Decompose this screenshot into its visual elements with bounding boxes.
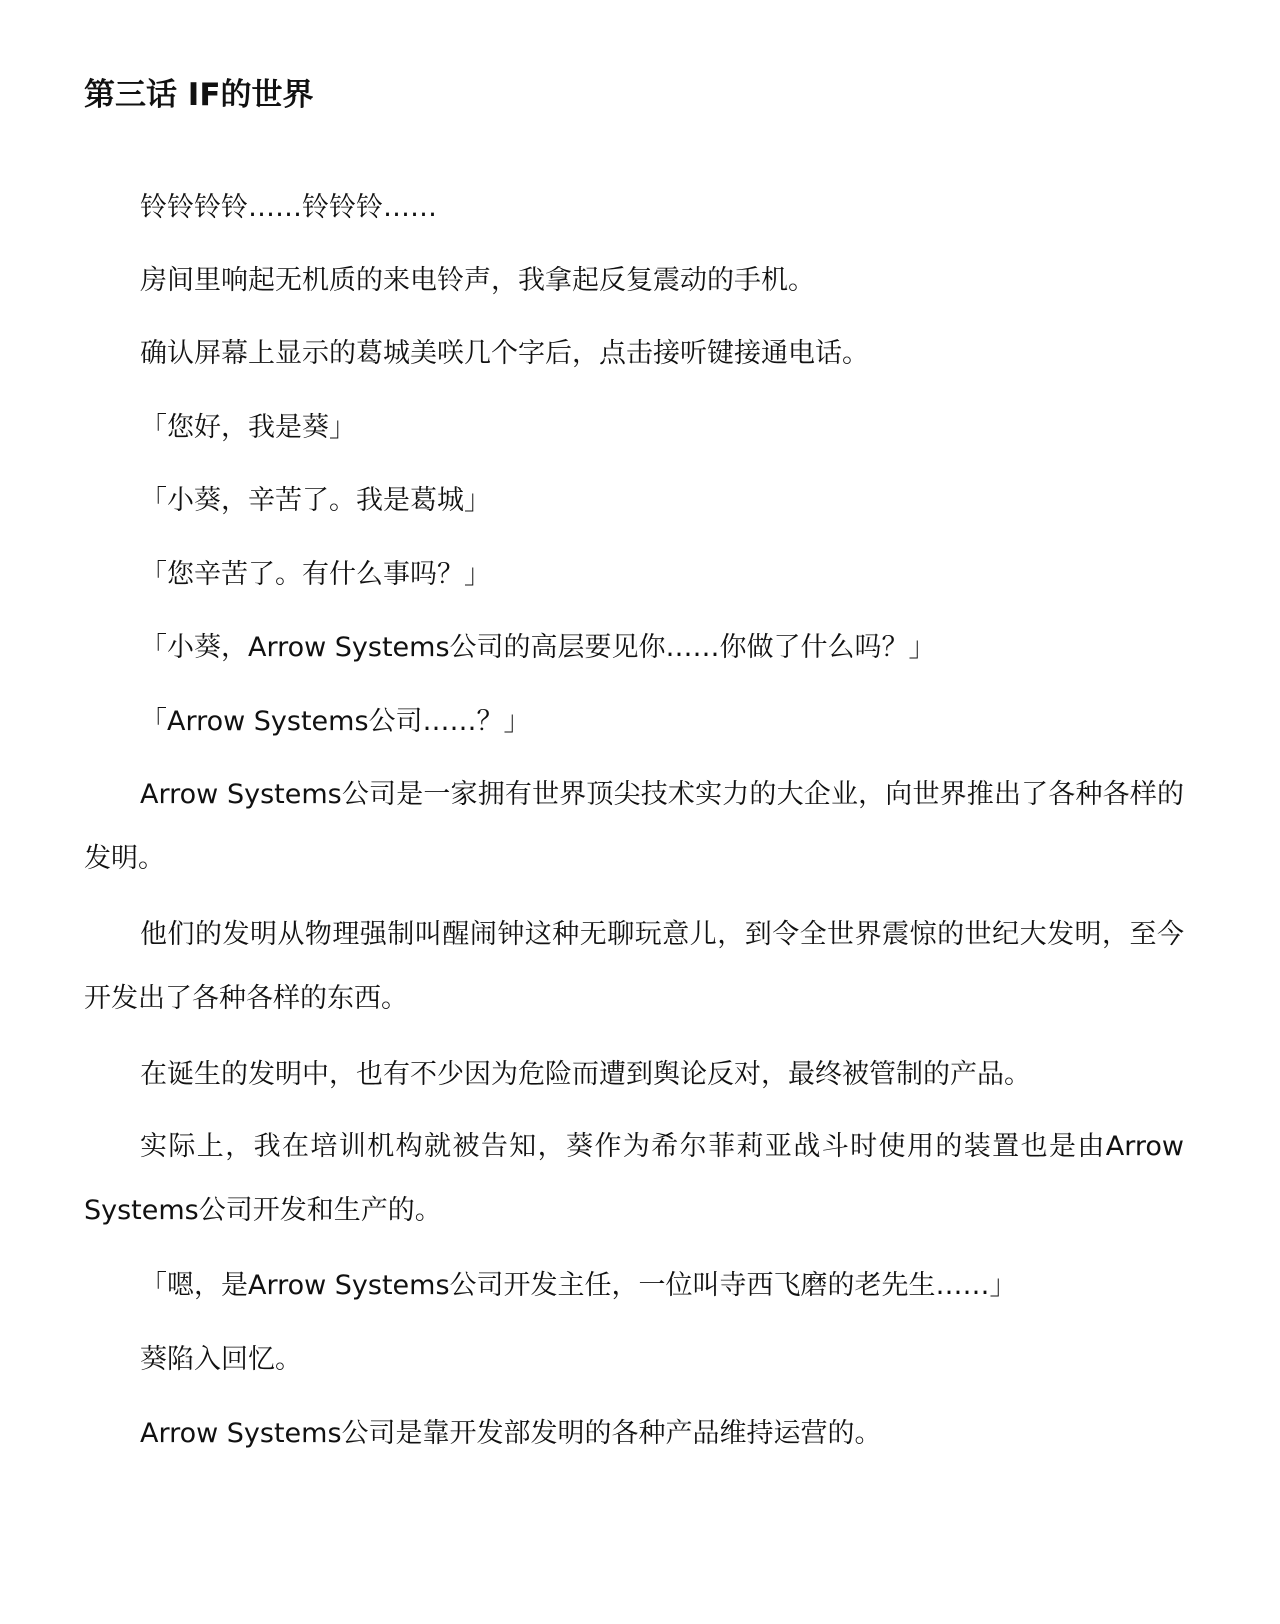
paragraph-training-device: 实际上，我在培训机构就被告知，葵作为希尔菲莉亚战斗时使用的装置也是由Arrow Systems公司开发和生产的。 — [84, 1131, 1184, 1226]
dialogue-line: 「您辛苦了。有什么事吗？」 — [140, 559, 491, 590]
paragraph-inventions: 他们的发明从物理强制叫醒闹钟这种无聊玩意儿，到令全世界震惊的世纪大发明，至今开发出了各种各样的东西。 — [84, 919, 1184, 1014]
paragraph-regulated-products: 在诞生的发明中，也有不少因为危险而遭到舆论反对，最终被管制的产品。 — [140, 1059, 1031, 1090]
dialogue-line: 「小葵，辛苦了。我是葛城」 — [140, 485, 491, 516]
paragraph-company-operations: Arrow Systems公司是靠开发部发明的各种产品维持运营的。 — [140, 1418, 882, 1449]
paragraph-answer-call: 确认屏幕上显示的葛城美咲几个字后，点击接听键接通电话。 — [140, 338, 869, 369]
dialogue-line: 「Arrow Systems公司……？」 — [140, 706, 531, 737]
dialogue-line: 「您好，我是葵」 — [140, 412, 356, 443]
paragraph-recollection: 葵陷入回忆。 — [140, 1344, 302, 1375]
dialogue-line: 「小葵，Arrow Systems公司的高层要见你……你做了什么吗？」 — [140, 632, 936, 663]
paragraph-company-intro: Arrow Systems公司是一家拥有世界顶尖技术实力的大企业，向世界推出了各种各样的发明。 — [84, 779, 1184, 874]
dialogue-line: 「嗯，是Arrow Systems公司开发主任，一位叫寺西飞磨的老先生……」 — [140, 1270, 1017, 1301]
paragraph-incoming-call: 房间里响起无机质的来电铃声，我拿起反复震动的手机。 — [140, 265, 815, 296]
chapter-title: 第三话 IF的世界 — [84, 77, 314, 113]
paragraph-ringtone: 铃铃铃铃……铃铃铃…… — [140, 192, 437, 223]
